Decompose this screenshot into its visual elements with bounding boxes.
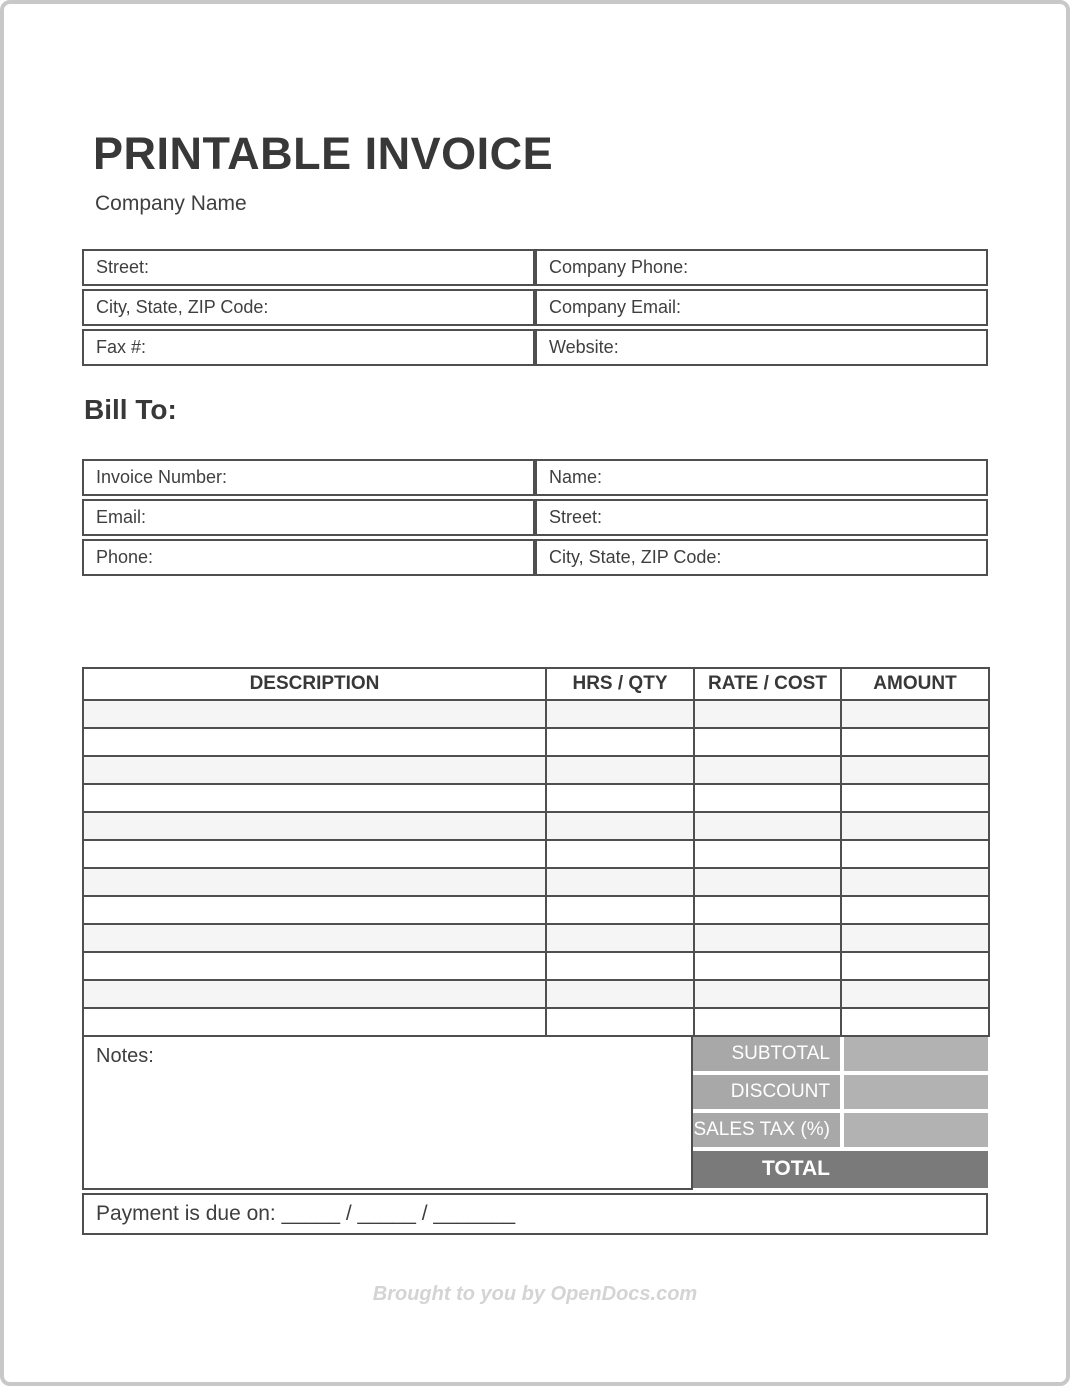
item-row: [83, 924, 989, 952]
item-cell[interactable]: [841, 840, 989, 868]
cell-fax[interactable]: Fax #:: [82, 329, 535, 366]
item-cell[interactable]: [83, 980, 546, 1008]
bill-to-heading: Bill To:: [84, 393, 177, 425]
item-cell[interactable]: [694, 728, 841, 756]
cell-city-state-zip[interactable]: City, State, ZIP Code:: [82, 289, 535, 326]
item-cell[interactable]: [546, 756, 694, 784]
item-cell[interactable]: [694, 868, 841, 896]
item-cell[interactable]: [841, 952, 989, 980]
total-row: [693, 1151, 988, 1188]
item-cell[interactable]: [694, 952, 841, 980]
header-description: DESCRIPTION: [83, 668, 546, 700]
item-cell[interactable]: [83, 700, 546, 728]
item-cell[interactable]: [83, 1008, 546, 1036]
footer-attribution: Brought to you by OpenDocs.com: [372, 1282, 698, 1305]
subtotal-row: [693, 1037, 988, 1071]
payment-due-text: Payment is due on: _____ / _____ / _______: [96, 1201, 516, 1225]
bill-to-table: [82, 456, 988, 579]
item-cell[interactable]: [83, 840, 546, 868]
total-label: TOTAL: [761, 1157, 830, 1181]
item-cell[interactable]: [83, 728, 546, 756]
item-cell[interactable]: [694, 812, 841, 840]
item-cell[interactable]: [546, 952, 694, 980]
item-cell[interactable]: [83, 896, 546, 924]
item-cell[interactable]: [546, 728, 694, 756]
company-name-placeholder: Company Name: [95, 191, 247, 215]
item-cell[interactable]: [841, 812, 989, 840]
items-header-row: [83, 668, 989, 700]
cell-bill-email[interactable]: Email:: [82, 499, 535, 536]
item-row: [83, 784, 989, 812]
items-table-body: [83, 700, 989, 1036]
notes-label: Notes:: [96, 1044, 154, 1067]
discount-label: DISCOUNT: [693, 1075, 840, 1109]
item-cell[interactable]: [841, 784, 989, 812]
item-cell[interactable]: [546, 840, 694, 868]
table-row: [82, 539, 988, 576]
discount-row: [693, 1075, 988, 1109]
item-cell[interactable]: [83, 924, 546, 952]
item-cell[interactable]: [546, 700, 694, 728]
item-cell[interactable]: [546, 812, 694, 840]
item-cell[interactable]: [841, 896, 989, 924]
item-cell[interactable]: [841, 728, 989, 756]
totals-column: [693, 1037, 988, 1190]
item-cell[interactable]: [694, 700, 841, 728]
payment-due-bar[interactable]: [82, 1193, 988, 1235]
item-row: [83, 896, 989, 924]
item-cell[interactable]: [841, 756, 989, 784]
cell-bill-name[interactable]: Name:: [535, 459, 988, 496]
page-title: PRINTABLE INVOICE: [93, 128, 554, 179]
item-cell[interactable]: [546, 1008, 694, 1036]
cell-bill-city-state-zip[interactable]: City, State, ZIP Code:: [535, 539, 988, 576]
invoice-sheet: [82, 0, 988, 1306]
item-row: [83, 980, 989, 1008]
item-row: [83, 868, 989, 896]
item-cell[interactable]: [546, 980, 694, 1008]
cell-bill-street[interactable]: Street:: [535, 499, 988, 536]
item-cell[interactable]: [83, 868, 546, 896]
item-cell[interactable]: [841, 980, 989, 1008]
summary-section: [82, 1037, 988, 1190]
item-row: [83, 756, 989, 784]
table-row: [82, 249, 988, 286]
header-amount: AMOUNT: [841, 668, 989, 700]
table-row: [82, 289, 988, 326]
item-cell[interactable]: [546, 924, 694, 952]
sales-tax-value-cell[interactable]: [844, 1113, 988, 1147]
cell-website[interactable]: Website:: [535, 329, 988, 366]
subtotal-label: SUBTOTAL: [693, 1037, 840, 1071]
table-row: [82, 459, 988, 496]
sales-tax-row: [693, 1113, 988, 1147]
cell-company-phone[interactable]: Company Phone:: [535, 249, 988, 286]
cell-bill-phone[interactable]: Phone:: [82, 539, 535, 576]
item-cell[interactable]: [841, 1008, 989, 1036]
item-cell[interactable]: [694, 980, 841, 1008]
item-row: [83, 1008, 989, 1036]
cell-invoice-number[interactable]: Invoice Number:: [82, 459, 535, 496]
item-cell[interactable]: [83, 784, 546, 812]
item-cell[interactable]: [694, 896, 841, 924]
item-cell[interactable]: [694, 784, 841, 812]
line-items-table: [82, 667, 990, 1037]
item-cell[interactable]: [694, 1008, 841, 1036]
item-row: [83, 728, 989, 756]
item-row: [83, 812, 989, 840]
sales-tax-label: SALES TAX (%): [693, 1113, 840, 1147]
item-cell[interactable]: [83, 756, 546, 784]
discount-value-cell[interactable]: [844, 1075, 988, 1109]
item-cell[interactable]: [841, 700, 989, 728]
item-row: [83, 952, 989, 980]
item-cell[interactable]: [694, 840, 841, 868]
notes-box[interactable]: [82, 1037, 693, 1190]
cell-street[interactable]: Street:: [82, 249, 535, 286]
header-hrs-qty: HRS / QTY: [546, 668, 694, 700]
item-cell[interactable]: [841, 868, 989, 896]
table-row: [82, 499, 988, 536]
item-cell[interactable]: [83, 952, 546, 980]
item-cell[interactable]: [546, 784, 694, 812]
item-cell[interactable]: [841, 924, 989, 952]
header-rate-cost: RATE / COST: [694, 668, 841, 700]
item-cell[interactable]: [694, 924, 841, 952]
item-cell[interactable]: [546, 868, 694, 896]
item-row: [83, 840, 989, 868]
table-row: [82, 329, 988, 366]
item-cell[interactable]: [546, 896, 694, 924]
subtotal-value-cell[interactable]: [844, 1037, 988, 1071]
item-cell[interactable]: [83, 812, 546, 840]
company-info-table: [82, 246, 988, 369]
item-row: [83, 700, 989, 728]
cell-company-email[interactable]: Company Email:: [535, 289, 988, 326]
item-cell[interactable]: [694, 756, 841, 784]
